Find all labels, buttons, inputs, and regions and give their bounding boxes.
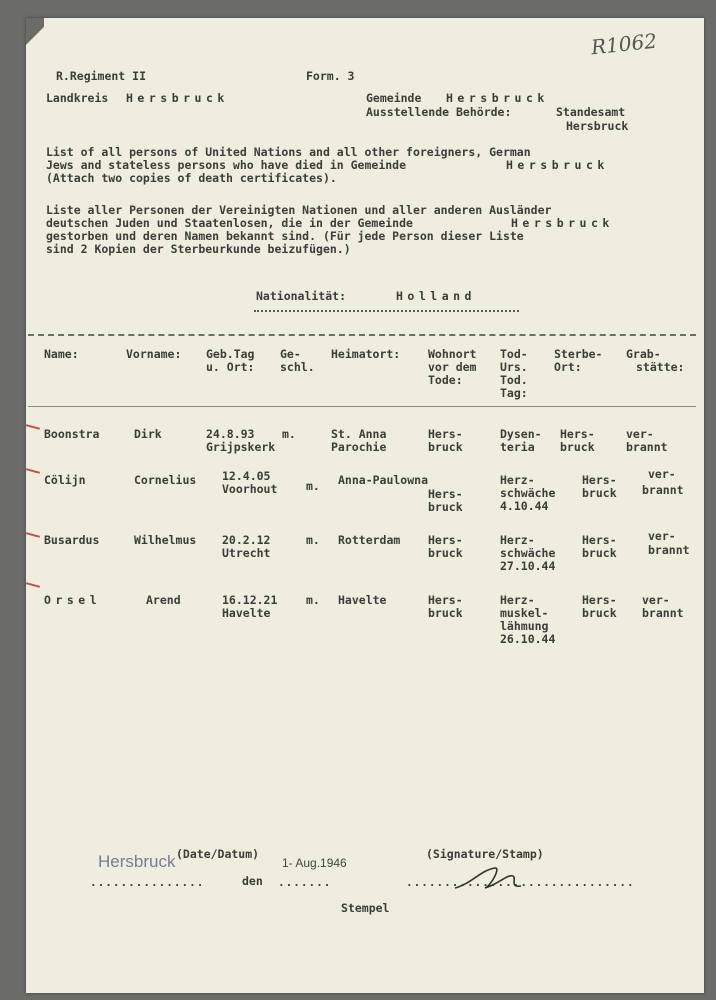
date-label: (Date/Datum) [176, 847, 260, 861]
stempel-label: Stempel [341, 901, 390, 915]
cell-heimat: Rotterdam [338, 533, 401, 547]
cell-heimat: Havelte [338, 593, 387, 607]
signature-scribble [451, 860, 531, 896]
cell-vorname: Dirk [134, 427, 162, 441]
cell-tod-date: 27.10.44 [500, 559, 556, 573]
cell-grab-2: brannt [626, 440, 668, 454]
cell-name: Orsel [44, 593, 102, 607]
cell-wohn-2: bruck [428, 500, 463, 514]
col-geschl-2: schl. [280, 360, 315, 374]
intro-en-place: Hersbruck [506, 158, 609, 172]
intro-en-line-2: Jews and stateless persons who have died in Gemeinde [46, 158, 407, 172]
col-vorname: Vorname: [126, 347, 182, 361]
col-todes-4: Tag: [500, 386, 528, 400]
cell-wohn: Hers- [428, 487, 463, 501]
gemeinde-name: Hersbruck [446, 91, 549, 105]
cell-geb: 24.8.93 [206, 427, 255, 441]
signature-label: (Signature/Stamp) [426, 847, 544, 861]
col-wohnort-1: Wohnort [428, 347, 477, 361]
nationality-label: Nationalität: [256, 289, 347, 303]
landkreis-name: Hersbruck [126, 91, 229, 105]
red-check-mark [26, 424, 40, 430]
intro-de-place: Hersbruck [511, 216, 614, 230]
cell-tod-date: 4.10.44 [500, 499, 549, 513]
document-page [26, 18, 704, 993]
cell-grab: ver- [648, 529, 676, 543]
col-wohnort-3: Tode: [428, 373, 463, 387]
den-label: den [242, 874, 263, 888]
cell-vorname: Cornelius [134, 473, 197, 487]
cell-sterbe-2: bruck [560, 440, 595, 454]
cell-heimat: St. Anna [331, 427, 387, 441]
col-grab-2: stätte: [636, 360, 685, 374]
table-header-rule [28, 406, 696, 407]
red-check-mark [26, 582, 40, 588]
col-sterbe-2: Ort: [554, 360, 582, 374]
cell-sterbe: Hers- [560, 427, 595, 441]
date-stamp: 1- Aug.1946 [282, 856, 347, 870]
cell-geb-ort: Grijpskerk [206, 440, 276, 454]
cell-geb-ort: Voorhout [222, 482, 278, 496]
cell-sterbe-2: bruck [582, 606, 617, 620]
handwritten-reference: R1062 [589, 28, 659, 60]
cell-grab: ver- [642, 593, 670, 607]
form-number: Form. 3 [306, 69, 355, 83]
cell-tod-2: schwäche [500, 486, 556, 500]
intro-de-line-1: Liste aller Personen der Vereinigten Nationen und aller anderen Ausländer [46, 203, 552, 217]
authority-value-1: Standesamt [556, 105, 626, 119]
signature-dotted-line: .............................. [406, 876, 635, 889]
col-grab-1: Grab- [626, 347, 661, 361]
col-geb-2: u. Ort: [206, 360, 255, 374]
cell-sterbe-2: bruck [582, 546, 617, 560]
cell-geschl: m. [306, 533, 320, 547]
cell-wohn-2: bruck [428, 440, 463, 454]
authority-label: Ausstellende Behörde: [366, 105, 512, 119]
cell-tod-3: lähmung [500, 619, 549, 633]
date-dotted-line-2: ....... [278, 876, 332, 889]
cell-tod: Herz- [500, 593, 535, 607]
cell-grab: ver- [626, 427, 654, 441]
col-name: Name: [44, 347, 79, 361]
cell-name: Cölijn [44, 473, 86, 487]
cell-tod: Herz- [500, 473, 535, 487]
landkreis-label: Landkreis [46, 91, 109, 105]
col-heimatort: Heimatort: [331, 347, 401, 361]
col-wohnort-2: vor dem [428, 360, 477, 374]
col-todes-2: Urs. [500, 360, 528, 374]
cell-tod: Herz- [500, 533, 535, 547]
col-todes-3: Tod. [500, 373, 528, 387]
cell-tod-2: teria [500, 440, 535, 454]
cell-tod-date: 26.10.44 [500, 632, 556, 646]
red-check-mark [26, 532, 40, 538]
cell-geschl: m. [282, 427, 296, 441]
cell-wohn-2: bruck [428, 546, 463, 560]
cell-heimat-2: Parochie [331, 440, 387, 454]
gemeinde-label: Gemeinde [366, 91, 422, 105]
authority-value-2: Hersbruck [566, 119, 629, 133]
cell-geb-ort: Havelte [222, 606, 271, 620]
cell-sterbe: Hers- [582, 593, 617, 607]
date-dotted-line: ............... [90, 876, 205, 889]
cell-geschl: m. [306, 593, 320, 607]
col-geschl-1: Ge- [280, 347, 301, 361]
cell-geb: 20.2.12 [222, 533, 271, 547]
nationality-value: Holland [396, 289, 476, 303]
intro-de-line-4: sind 2 Kopien der Sterbeurkunde beizufügen.) [46, 242, 351, 256]
cell-geb-ort: Utrecht [222, 546, 271, 560]
place-stamp: Hersbruck [98, 852, 176, 871]
cell-wohn: Hers- [428, 427, 463, 441]
cell-wohn: Hers- [428, 593, 463, 607]
cell-name: Boonstra [44, 427, 100, 441]
cell-tod: Dysen- [500, 427, 542, 441]
form-regiment: R.Regiment II [56, 69, 147, 83]
intro-en-line-1: List of all persons of United Nations and all other foreigners, German [46, 145, 531, 159]
col-todes-1: Tod- [500, 347, 528, 361]
intro-en-line-3: (Attach two copies of death certificates). [46, 171, 337, 185]
cell-sterbe: Hers- [582, 533, 617, 547]
nationality-underline [254, 310, 519, 312]
cell-wohn: Hers- [428, 533, 463, 547]
table-top-rule [28, 334, 696, 336]
cell-grab-2: brannt [648, 543, 690, 557]
col-geb-1: Geb.Tag [206, 347, 255, 361]
cell-vorname: Wilhelmus [134, 533, 197, 547]
cell-grab-2: brannt [642, 606, 684, 620]
cell-tod-2: schwäche [500, 546, 556, 560]
cell-heimat: Anna-Paulowna [338, 473, 429, 487]
cell-sterbe: Hers- [582, 473, 617, 487]
cell-tod-2: muskel- [500, 606, 549, 620]
cell-geb: 12.4.05 [222, 469, 271, 483]
red-check-mark [26, 468, 40, 474]
intro-de-line-2: deutschen Juden und Staatenlosen, die in der Gemeinde [46, 216, 413, 230]
cell-name: Busardus [44, 533, 100, 547]
intro-de-line-3: gestorben und deren Namen bekannt sind. (Für jede Person dieser Liste [46, 229, 524, 243]
cell-vorname: Arend [146, 593, 181, 607]
col-sterbe-1: Sterbe- [554, 347, 603, 361]
cell-grab-2: brannt [642, 483, 684, 497]
cell-geschl: m. [306, 479, 320, 493]
cell-wohn-2: bruck [428, 606, 463, 620]
cell-geb: 16.12.21 [222, 593, 278, 607]
cell-sterbe-2: bruck [582, 486, 617, 500]
cell-grab: ver- [648, 467, 676, 481]
